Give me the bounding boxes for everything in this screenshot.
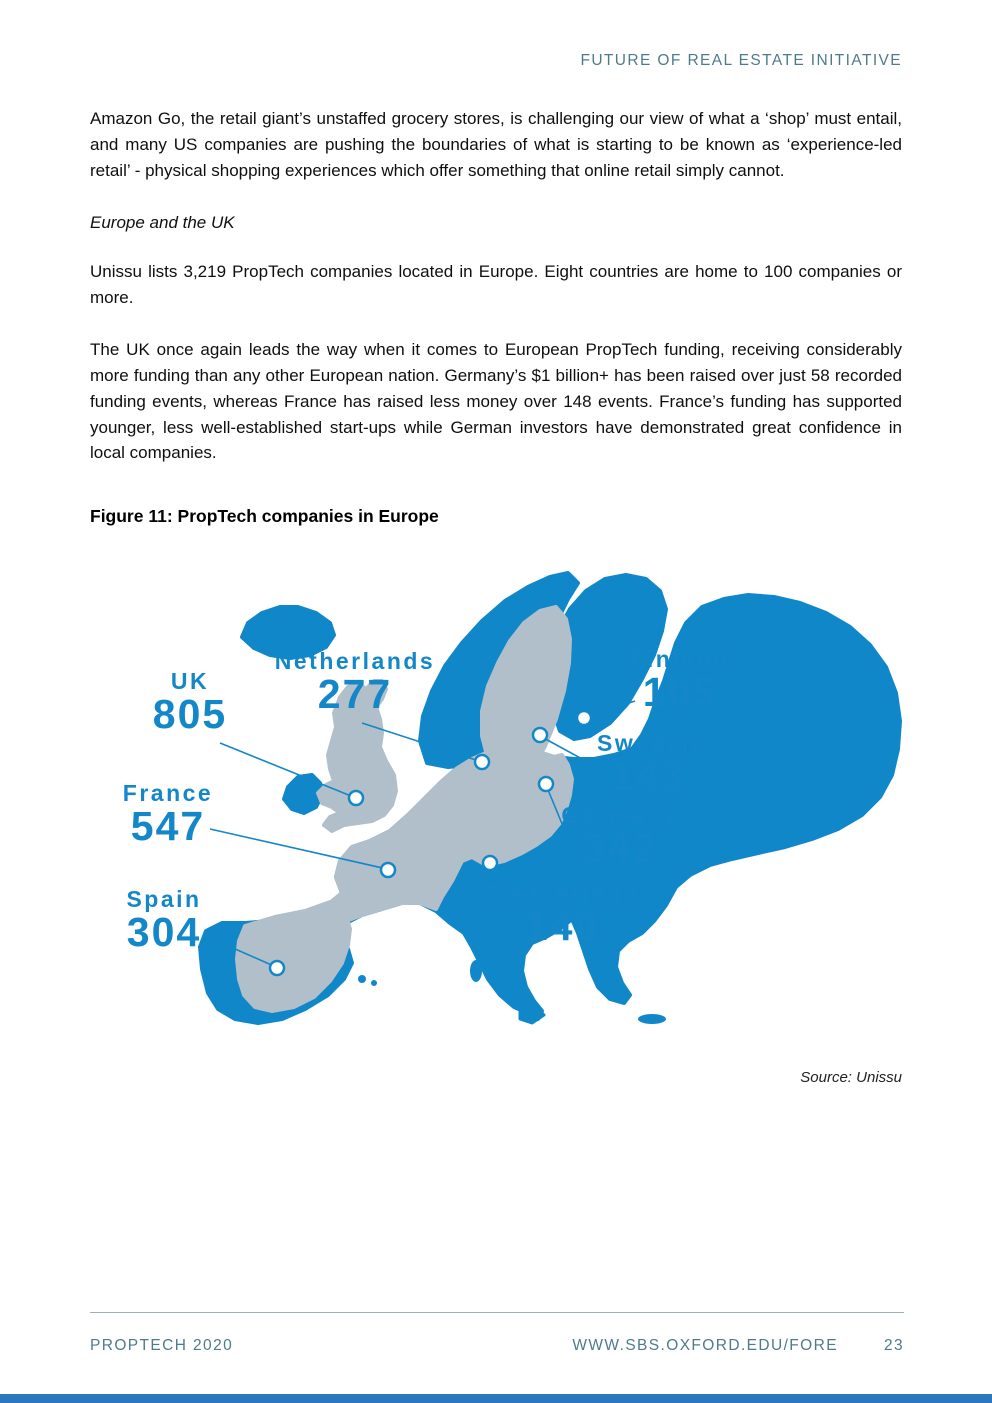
footer-page-number: 23 bbox=[883, 1337, 904, 1354]
country-name: Sweden bbox=[597, 730, 699, 757]
country-shape-spain bbox=[237, 901, 350, 1011]
country-name: Spain bbox=[126, 886, 202, 913]
country-value: 143 bbox=[610, 753, 686, 800]
country-name: Finland bbox=[630, 646, 730, 673]
map-label-france bbox=[123, 781, 213, 848]
france-marker-dot bbox=[381, 863, 395, 877]
spain-marker-dot bbox=[270, 961, 284, 975]
island-sicily bbox=[520, 1007, 544, 1023]
country-name: Germany bbox=[561, 802, 679, 829]
figure-source-caption: Source: Unissu bbox=[800, 1069, 902, 1087]
country-value: 805 bbox=[152, 691, 228, 738]
netherlands-marker-dot bbox=[475, 755, 489, 769]
paragraph-uk-funding: The UK once again leads the way when it comes to European PropTech funding, receiving considerably more funding than any other European nation. Germany’s $1 billion+ has been raised over just 58 recorded funding events, whereas France has raised less money over 148 events. France’s funding has supported younger, less well-established start-ups while German investors have demonstrated great confidence in local companies. bbox=[90, 340, 902, 463]
page-footer bbox=[90, 1312, 904, 1355]
paragraph-amazon-go: Amazon Go, the retail giant’s unstaffed grocery stores, is challenging our view of what a ‘shop’ must entail, and many US companies are pushing the boundaries of what is starting to be known as ‘experience-led retail’ - physical shopping experiences which offer something that online retail simply cannot. bbox=[90, 109, 902, 180]
map-label-finland bbox=[630, 647, 729, 714]
map-label-germany bbox=[561, 803, 678, 870]
country-value: 304 bbox=[126, 909, 202, 956]
switzerland-marker-dot bbox=[483, 856, 497, 870]
island-balearic-1 bbox=[358, 975, 366, 983]
map-label-netherlands bbox=[275, 649, 435, 716]
island-balearic-2 bbox=[371, 980, 377, 986]
paragraph-unissu: Unissu lists 3,219 PropTech companies located in Europe. Eight countries are home to 100 companies or more. bbox=[90, 262, 902, 308]
figure-title: Figure 11: PropTech companies in Europe bbox=[90, 506, 439, 527]
finland-marker-dot bbox=[577, 711, 591, 725]
germany-marker-dot bbox=[539, 777, 553, 791]
island-sardinia bbox=[470, 960, 482, 982]
bottom-accent-bar bbox=[0, 1394, 992, 1403]
map-label-uk bbox=[153, 669, 227, 736]
country-value: 547 bbox=[130, 803, 206, 850]
country-value: 140 bbox=[524, 903, 600, 950]
section-heading-europe-uk: Europe and the UK bbox=[90, 213, 235, 233]
country-value: 277 bbox=[317, 671, 393, 718]
country-name: Switzerland bbox=[484, 880, 640, 907]
country-value: 105 bbox=[642, 669, 718, 716]
country-name: France bbox=[122, 780, 214, 807]
footer-report-title: PROPTECH 2020 bbox=[90, 1337, 234, 1354]
document-header-title: FUTURE OF REAL ESTATE INITIATIVE bbox=[580, 52, 902, 69]
map-label-spain bbox=[126, 887, 201, 954]
europe-proptech-map bbox=[90, 551, 906, 1063]
footer-url: WWW.SBS.OXFORD.EDU/FORE bbox=[572, 1337, 838, 1354]
map-label-sweden bbox=[597, 731, 699, 798]
map-label-switzerland bbox=[484, 881, 639, 948]
sweden-marker-dot bbox=[533, 728, 547, 742]
country-name: Netherlands bbox=[274, 648, 436, 675]
country-name: UK bbox=[170, 668, 210, 695]
country-value: 342 bbox=[582, 825, 658, 872]
island-crete bbox=[638, 1014, 666, 1024]
uk-marker-dot bbox=[349, 791, 363, 805]
